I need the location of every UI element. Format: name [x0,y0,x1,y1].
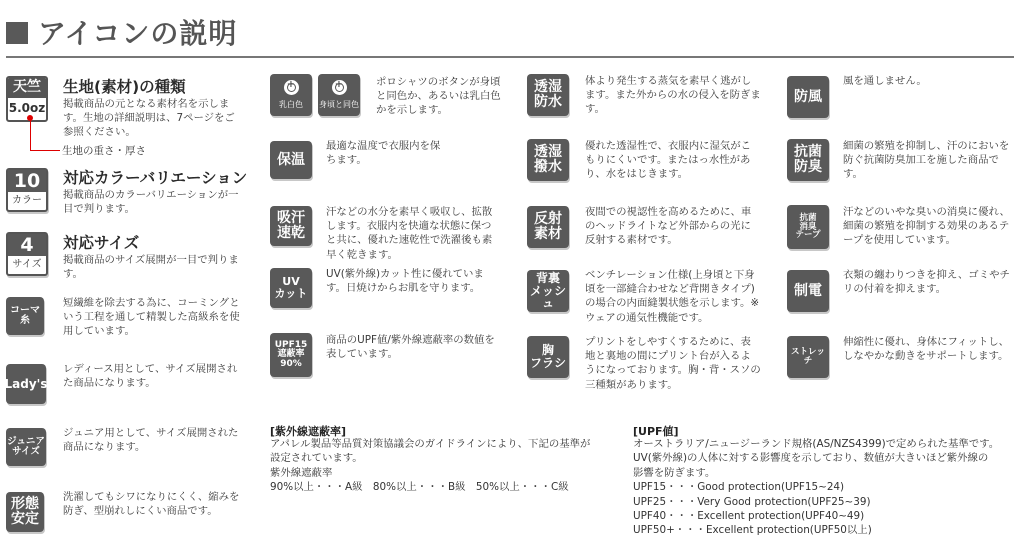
chest-flap-desc: プリントをしやすくするために、表地と裏地の間にプリント台が入るようになっております。胸・背・スソの三種類があります。 [585,336,761,391]
combed-yarn-icon [6,297,44,335]
antibacterial-desc: 細菌の繁殖を抑制し、汗のにおいを防ぐ抗菌防臭加工を施した商品です。 [843,140,1010,181]
chest-flap-icon-label: 胸 フラシ [529,343,566,370]
uv-note-line: アパレル製品等品質対策協議会のガイドラインにより、下記の基準が [270,438,591,450]
stretch-icon [787,336,829,378]
shape-stable-desc: 洗濯してもシワになりにくく、縮みを防ぎ、型崩れしにくい商品です。 [63,491,240,518]
weight-label: 生地の重さ・厚さ [62,145,146,157]
combed-yarn-icon-label: コーマ 糸 [10,304,40,326]
size-count-icon [6,232,48,276]
chest-flap-icon [527,336,569,378]
breathable-repellent-icon [527,139,569,181]
size-desc: 掲載商品のサイズ展開が一目で判ります。 [63,254,239,281]
weight-pointer-line [30,118,31,150]
size-heading: 対応サイズ [63,234,140,252]
button-samecolor-label: 身頃と同色 [319,100,359,109]
stretch-icon-label: ストレッチ [791,347,825,366]
ladies-icon-label: Lady's [4,376,48,391]
upf-desc: 商品のUPF値/紫外線遮蔽率の数値を表しています。 [326,334,495,361]
heat-retention-icon [270,141,312,179]
windproof-icon [787,76,829,118]
color-count-icon [6,168,48,212]
upf-note-heading: [UPF値] [633,425,679,438]
button-desc: ポロシャツのボタンが身頃と同色か、あるいは乳白色かを示します。 [376,76,501,117]
uv-cut-icon-label: UV カット [274,275,308,300]
quick-dry-desc: 汗などの水分を素早く吸収し、拡散します。衣服内を快適な状態に保つと共に、優れた速乾性で洗濯後も素早く乾きます。 [326,206,493,261]
junior-size-icon [6,428,46,466]
deodorant-tape-icon-label: 抗菌 消臭 テープ [795,212,821,241]
back-mesh-icon-label: 背裏 メッシュ [529,271,566,311]
size-count: 4 [8,234,46,256]
breathable-waterproof-icon-label: 透湿 防水 [534,79,562,110]
upf-note-line: UPF25・・・Very Good protection(UPF25~39) [633,495,871,508]
page-title-bar [6,14,237,50]
quick-dry-icon-label: 吸汗 速乾 [277,210,305,241]
antistatic-desc: 衣類の纏わりつきを抑え、ゴミやチリの付着を抑えます。 [843,269,1010,296]
upf-note-body [633,437,1021,538]
uv-note-line: 設定されています。 [270,452,363,465]
reflective-desc: 夜間での視認性を高めるために、車のヘッドライトなど外部からの光に反射する素材です。 [585,206,752,247]
upf-note-line: UPF15・・・Good protection(UPF15~24) [633,481,845,494]
windproof-icon-label: 防風 [794,88,822,105]
windproof-desc: 風を通しません。 [843,75,927,87]
uv-note-line: 90%以上・・・A級 80%以上・・・B級 50%以上・・・C級 [270,481,569,494]
button-icon [284,80,299,95]
upf-note-line: UV(紫外線)の人体に対する影響度を示しており、数値が大きいほど紫外線の [633,452,989,465]
color-count: 10 [8,170,46,192]
button-milkwhite-label: 乳白色 [279,100,303,109]
breathable-repellent-desc: 優れた透湿性で、衣服内に湿気がこもりにくいです。またはっ水性があり、水をはじきます。 [585,140,752,181]
shape-stable-icon [6,492,44,532]
button-milkwhite-icon [270,74,312,116]
combed-yarn-desc: 短繊維を除去する為に、コーミングという工程を通して精製した高級糸を使用しています。 [63,297,240,338]
breathable-waterproof-icon [527,74,569,116]
back-mesh-desc: ベンチレーション仕様(上身頃と下身頃を一部縫合わせなど背開きタイプ)の場合の内面縫製状態を示します。※ウェアの通気性機能です。 [585,269,760,324]
color-variation-desc: 掲載商品のカラーバリエーションが一目で判ります。 [63,189,239,216]
color-count-label: カラー [12,195,42,206]
title-divider [6,56,1014,58]
title-square-icon [6,22,28,44]
uv-note-heading: [紫外線遮蔽率] [270,425,347,438]
antistatic-icon-label: 制電 [794,282,822,299]
reflective-icon-label: 反射 素材 [534,211,562,242]
upf-icon-label: UPF15 遮蔽率 90% [274,339,308,369]
ladies-desc: レディース用として、サイズ展開された商品になります。 [63,363,238,390]
uv-cut-icon [270,268,312,308]
back-mesh-icon [527,270,569,312]
fabric-icon-type: 天竺 [8,78,46,97]
shape-stable-icon-label: 形態 安定 [11,496,39,527]
antistatic-icon [787,270,829,312]
upf-note-line: オーストラリア/ニュージーランド規格(AS/NZS4399)で定められた基準です。 [633,438,1000,450]
heat-retention-icon-label: 保温 [277,151,305,168]
button-icon [332,80,347,95]
quick-dry-icon [270,206,312,246]
uv-note-body [270,437,620,495]
upf-note-line: 影響を防ぎます。 [633,466,716,479]
uv-cut-desc: UV(紫外線)カット性に優れています。日焼けからお肌を守ります。 [326,268,484,295]
breathable-repellent-icon-label: 透湿 撥水 [534,144,562,175]
junior-size-icon-label: ジュニア サイズ [7,436,45,457]
fabric-desc: 掲載商品の元となる素材名を示します。生地の詳細説明は、7ページをご参照ください。 [63,98,235,139]
color-variation-heading: 対応カラーバリエーション [63,169,248,187]
upf-note-line: UPF50+・・・Excellent protection(UPF50以上) [633,524,872,537]
deodorant-tape-desc: 汗などのいやな臭いの消臭に優れ、細菌の繁殖を抑制する効果のあるテープを使用しています。 [843,206,1010,247]
stretch-desc: 伸縮性に優れ、身体にフィットし、しなやかな動きをサポートします。 [843,336,1010,363]
antibacterial-icon-label: 抗菌 防臭 [794,144,822,175]
upf-note-line: UPF40・・・Excellent protection(UPF40~49) [633,510,865,523]
deodorant-tape-icon [787,205,829,249]
breathable-waterproof-desc: 体より発生する蒸気を素早く逃がします。また外からの水の侵入を防ぎます。 [585,75,761,116]
heat-retention-desc: 最適な温度で衣服内を保ちます。 [326,140,441,167]
uv-note-line: 紫外線遮蔽率 [270,466,333,479]
upf-icon [270,333,312,377]
reflective-icon [527,206,569,248]
size-count-label: サイズ [12,259,42,270]
antibacterial-icon [787,139,829,181]
junior-size-desc: ジュニア用として、サイズ展開された商品になります。 [63,427,239,454]
weight-pointer-line-h [30,150,60,151]
fabric-heading: 生地(素材)の種類 [63,78,186,96]
fabric-icon-weight: 5.0oz [8,97,46,119]
ladies-icon [6,364,46,404]
page-title: アイコンの説明 [38,17,238,50]
button-samecolor-icon [318,74,360,116]
